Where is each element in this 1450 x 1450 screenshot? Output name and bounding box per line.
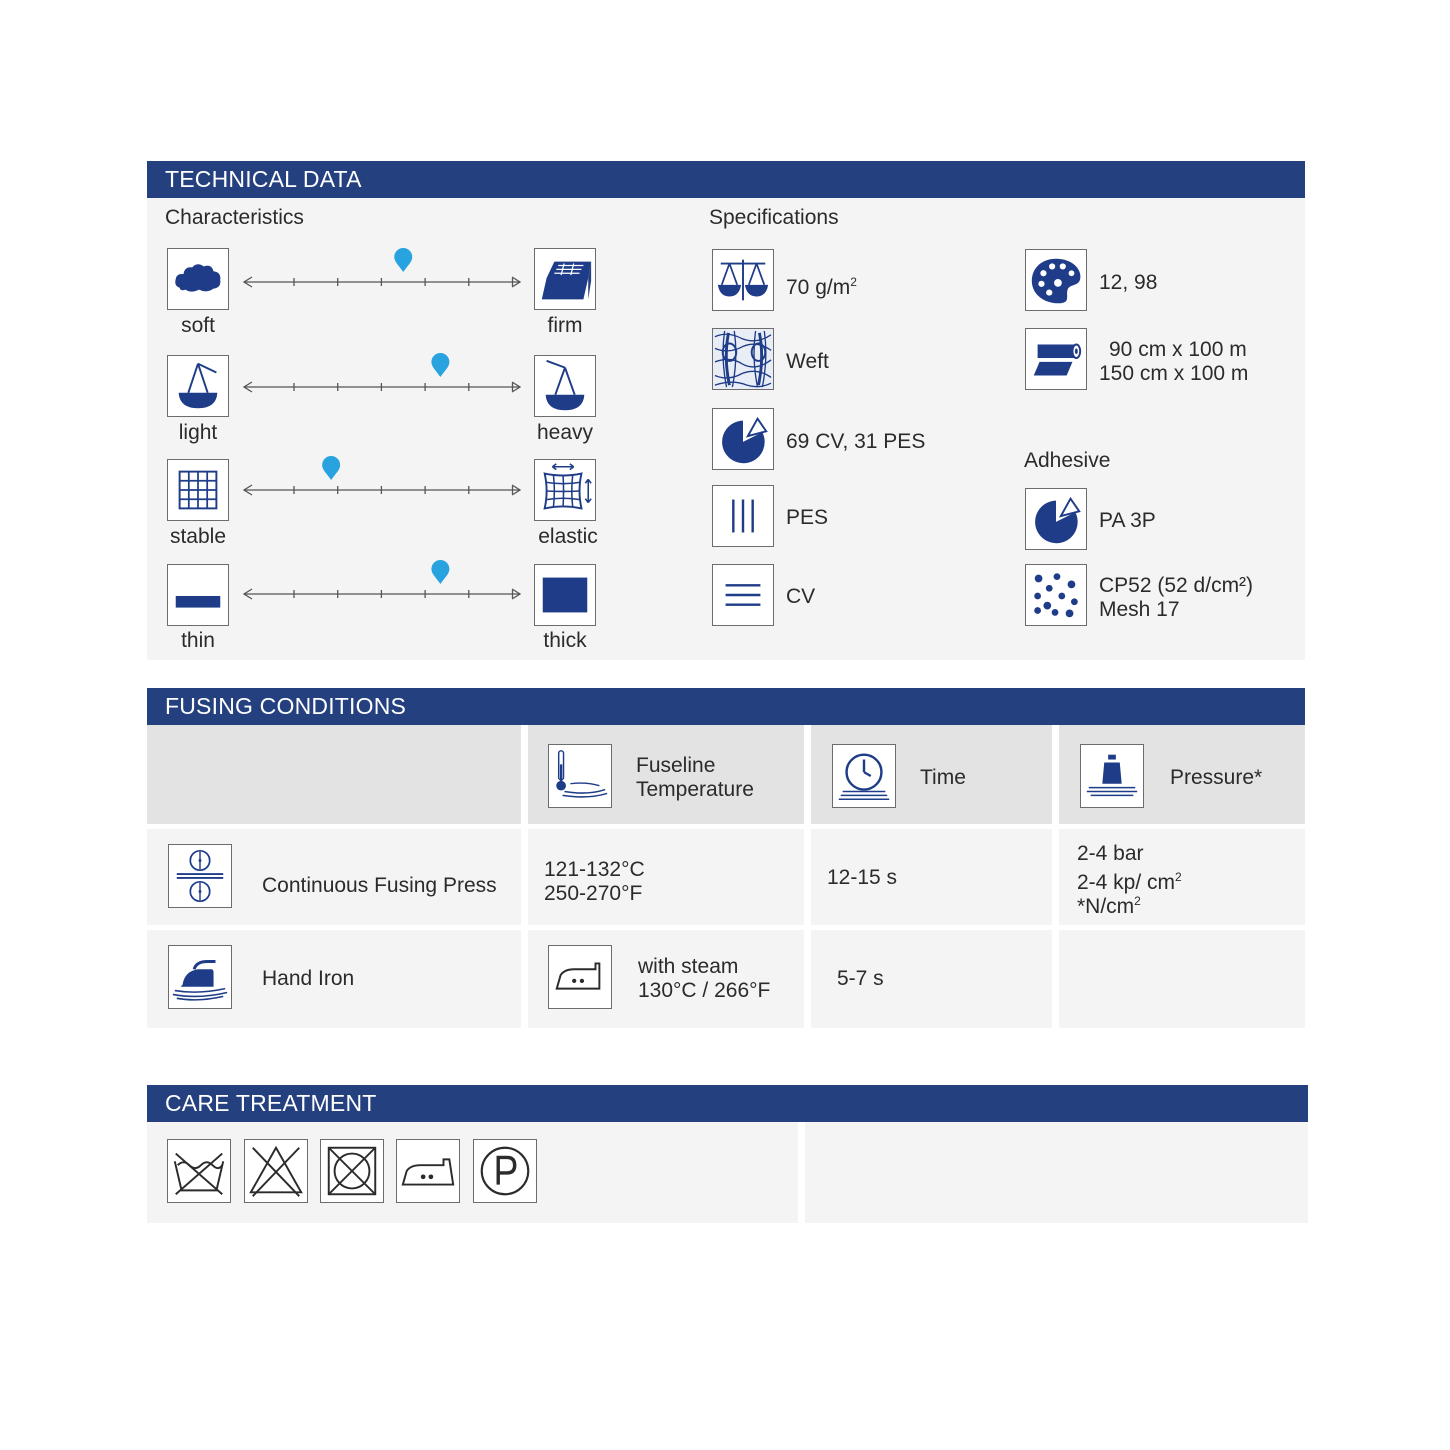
specifications-title: Specifications <box>709 206 839 229</box>
scale-marker <box>431 353 449 377</box>
scale-left-label-soft: soft <box>181 314 215 337</box>
iron-two-dots-icon <box>548 945 612 1009</box>
press-row-label: Continuous Fusing Press <box>262 874 497 897</box>
press-pressure-line2: 2-4 kp/ $cm^2$ <box>1077 870 1182 894</box>
scale-marker <box>394 248 412 272</box>
fusing-press-icon <box>168 844 232 908</box>
light-scale-icon <box>167 355 229 417</box>
brick-icon <box>534 248 596 310</box>
pie-chart-icon <box>1025 488 1087 550</box>
iron-temperature-line1: with steam <box>638 955 739 978</box>
roll-icon <box>1025 328 1087 390</box>
scale-track-light-heavy <box>240 345 525 405</box>
scale-right-label-thick: thick <box>543 629 587 652</box>
spec-width-line2: 150 cm x 100 m <box>1099 362 1249 385</box>
adhesive-coating-line1: CP52 (52 d/cm²) <box>1099 574 1254 597</box>
scale-left-label-light: light <box>178 421 218 444</box>
scale-track-thin-thick <box>240 552 525 612</box>
press-time-value: 12-15 s <box>827 866 898 889</box>
no-tumble-dry-icon <box>320 1139 384 1203</box>
weft-fabric-icon <box>712 328 774 390</box>
scale-left-label-thin: thin <box>181 629 215 652</box>
hand-iron-icon <box>168 945 232 1009</box>
scale-marker <box>431 560 449 584</box>
grid-icon <box>167 459 229 521</box>
spec-construction-value: Weft <box>786 350 829 373</box>
iron-medium-icon <box>396 1139 460 1203</box>
scale-marker <box>322 456 340 480</box>
spec-width-line1: 90 cm x 100 m <box>1109 338 1247 361</box>
scale-track-soft-firm <box>240 240 525 300</box>
technical-data-header: TECHNICAL DATA <box>147 161 1305 198</box>
press-temperature-line1: 121-132°C <box>544 858 645 881</box>
time-header-label: Time <box>920 766 966 789</box>
iron-row-label: Hand Iron <box>262 967 355 990</box>
scale-track-stable-elastic <box>240 448 525 508</box>
press-pressure-line3: $*N/cm^2$ <box>1077 894 1141 918</box>
dry-clean-p-icon <box>473 1139 537 1203</box>
characteristics-title: Characteristics <box>165 206 304 229</box>
thin-bar-icon <box>167 564 229 626</box>
spec-warp-value: PES <box>786 506 829 529</box>
no-wash-icon <box>167 1139 231 1203</box>
no-bleach-icon <box>244 1139 308 1203</box>
temperature-header-line2: Temperature <box>636 778 754 801</box>
spec-weft-value: CV <box>786 585 816 608</box>
care-treatment-header: CARE TREATMENT <box>147 1085 1308 1122</box>
pressure-header-label: Pressure* <box>1170 766 1263 789</box>
thermometer-icon <box>548 744 612 808</box>
balance-scale-icon <box>712 249 774 311</box>
adhesive-coating-line2: Mesh 17 <box>1099 598 1180 621</box>
iron-time-value: 5-7 s <box>837 967 884 990</box>
scale-right-label-elastic: elastic <box>538 525 598 548</box>
press-pressure-line1: 2-4 bar <box>1077 842 1144 865</box>
adhesive-title: Adhesive <box>1024 449 1111 472</box>
scale-left-label-stable: stable <box>169 525 227 548</box>
press-temperature-line2: 250-270°F <box>544 882 643 905</box>
fusing-header-empty-cell <box>147 725 521 824</box>
fusing-row-iron-pressure-cell <box>1059 930 1305 1028</box>
temperature-header-line1: Fuseline <box>636 754 716 777</box>
spec-composition-value: 69 CV, 31 PES <box>786 430 926 453</box>
clock-icon <box>832 744 896 808</box>
spec-colors-value: 12, 98 <box>1099 271 1158 294</box>
heavy-scale-icon <box>534 355 596 417</box>
adhesive-type-value: PA 3P <box>1099 509 1156 532</box>
dots-icon <box>1025 564 1087 626</box>
thick-block-icon <box>534 564 596 626</box>
scale-right-label-firm: firm <box>547 314 583 337</box>
palette-icon <box>1025 249 1087 311</box>
iron-temperature-line2: 130°C / 266°F <box>638 979 771 1002</box>
weight-icon <box>1080 744 1144 808</box>
pie-chart-icon <box>712 408 774 470</box>
cloud-icon <box>167 248 229 310</box>
horizontal-lines-icon <box>712 564 774 626</box>
fusing-conditions-header: FUSING CONDITIONS <box>147 688 1305 725</box>
spec-weight-value: 70 $g/m^2$ <box>786 275 857 299</box>
stretch-grid-icon <box>534 459 596 521</box>
vertical-lines-icon <box>712 485 774 547</box>
care-empty-panel <box>805 1122 1308 1223</box>
scale-right-label-heavy: heavy <box>536 421 594 444</box>
